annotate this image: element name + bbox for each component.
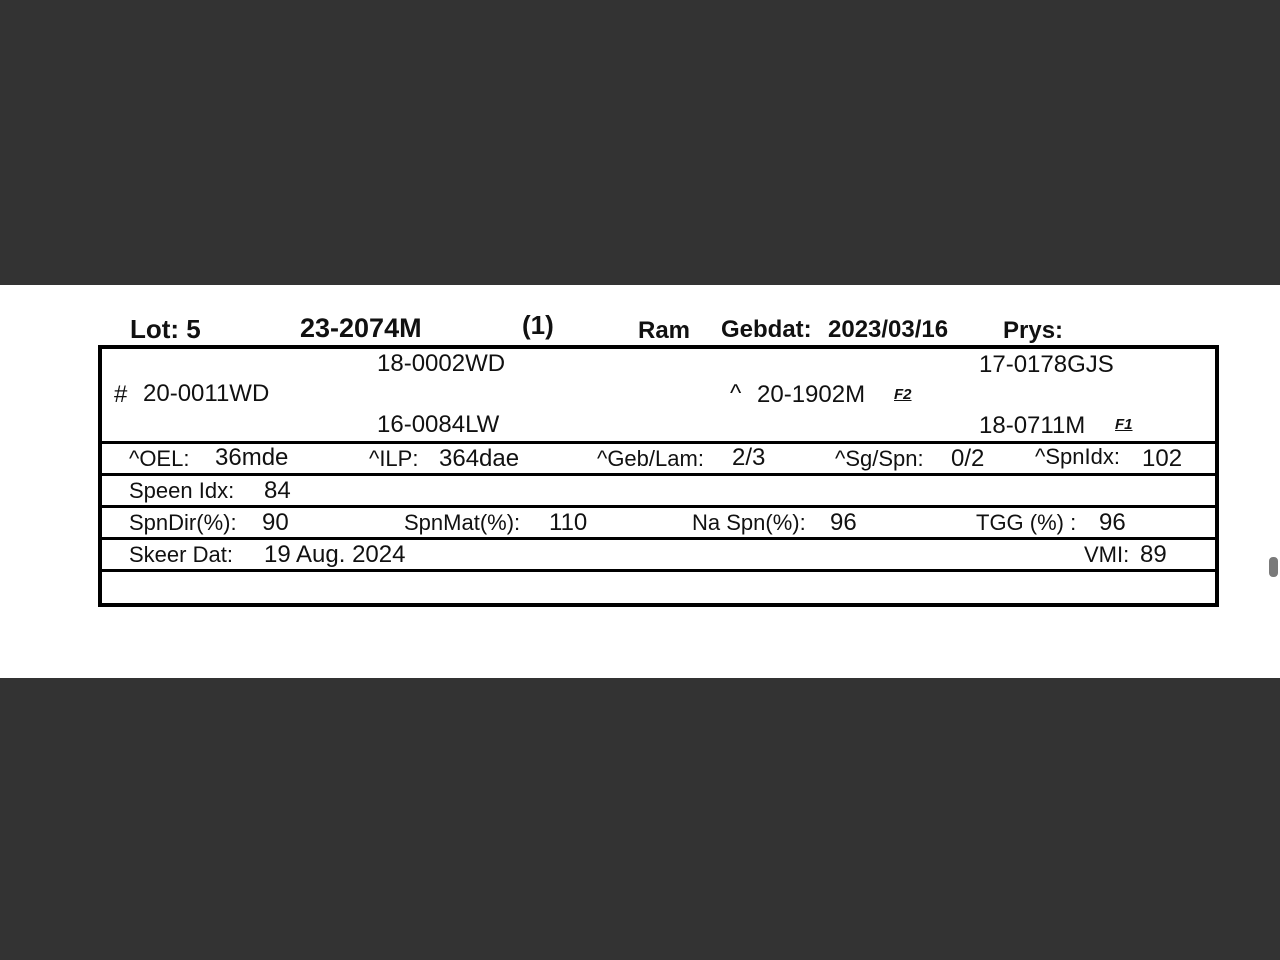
sire-marker: #: [114, 381, 128, 408]
dam-dam-flag: F1: [1115, 416, 1133, 433]
animal-id: 23-2074M: [300, 313, 422, 343]
geblam-label: ^Geb/Lam:: [597, 446, 704, 471]
speen-idx-value: 84: [264, 477, 291, 504]
tgg-value: 96: [1099, 509, 1126, 536]
dam-marker: ^: [730, 380, 742, 407]
vmi-label: VMI:: [1084, 542, 1130, 567]
oel-value: 36mde: [215, 444, 289, 471]
document-page: [0, 285, 1280, 678]
skeer-dat-label: Skeer Dat:: [129, 542, 233, 567]
sire-sire: 18-0002WD: [377, 350, 506, 377]
vmi-value: 89: [1140, 541, 1167, 568]
tgg-label: TGG (%) :: [976, 510, 1077, 535]
sire-dam: 16-0084LW: [377, 411, 500, 438]
naspn-label: Na Spn(%):: [692, 510, 806, 535]
gebdat-label: Gebdat:: [721, 316, 812, 343]
divider: [102, 473, 1215, 476]
spnmat-value: 110: [549, 509, 588, 536]
naspn-value: 96: [830, 509, 857, 536]
spndir-label: SpnDir(%):: [129, 510, 237, 535]
scrollbar-thumb[interactable]: [1269, 557, 1278, 577]
dam-dam: 18-0711M: [979, 412, 1086, 439]
dam-id: 20-1902M: [757, 381, 866, 408]
ilp-value: 364dae: [439, 445, 520, 472]
gebdat-value: 2023/03/16: [828, 316, 949, 343]
dam-sire: 17-0178GJS: [979, 351, 1114, 378]
speen-idx-label: Speen Idx:: [129, 478, 235, 503]
spnidx-label: ^SpnIdx:: [1035, 444, 1120, 469]
spndir-value: 90: [262, 509, 289, 536]
spnmat-label: SpnMat(%):: [404, 510, 521, 535]
ilp-label: ^ILP:: [369, 446, 419, 471]
prys-label: Prys:: [1003, 317, 1064, 344]
lot-number: Lot: 5: [130, 314, 201, 344]
skeer-dat-value: 19 Aug. 2024: [264, 541, 406, 568]
geblam-value: 2/3: [732, 444, 766, 471]
oel-label: ^OEL:: [129, 446, 190, 471]
divider: [102, 569, 1215, 572]
spnidx-value: 102: [1142, 445, 1183, 472]
divider: [102, 505, 1215, 508]
sgspn-value: 0/2: [951, 445, 985, 472]
dam-flag: F2: [894, 386, 912, 403]
divider: [102, 537, 1215, 540]
sgspn-label: ^Sg/Spn:: [835, 446, 924, 471]
count-label: (1): [522, 310, 554, 340]
type-label: Ram: [638, 317, 691, 344]
sire-id: 20-0011WD: [143, 380, 270, 407]
